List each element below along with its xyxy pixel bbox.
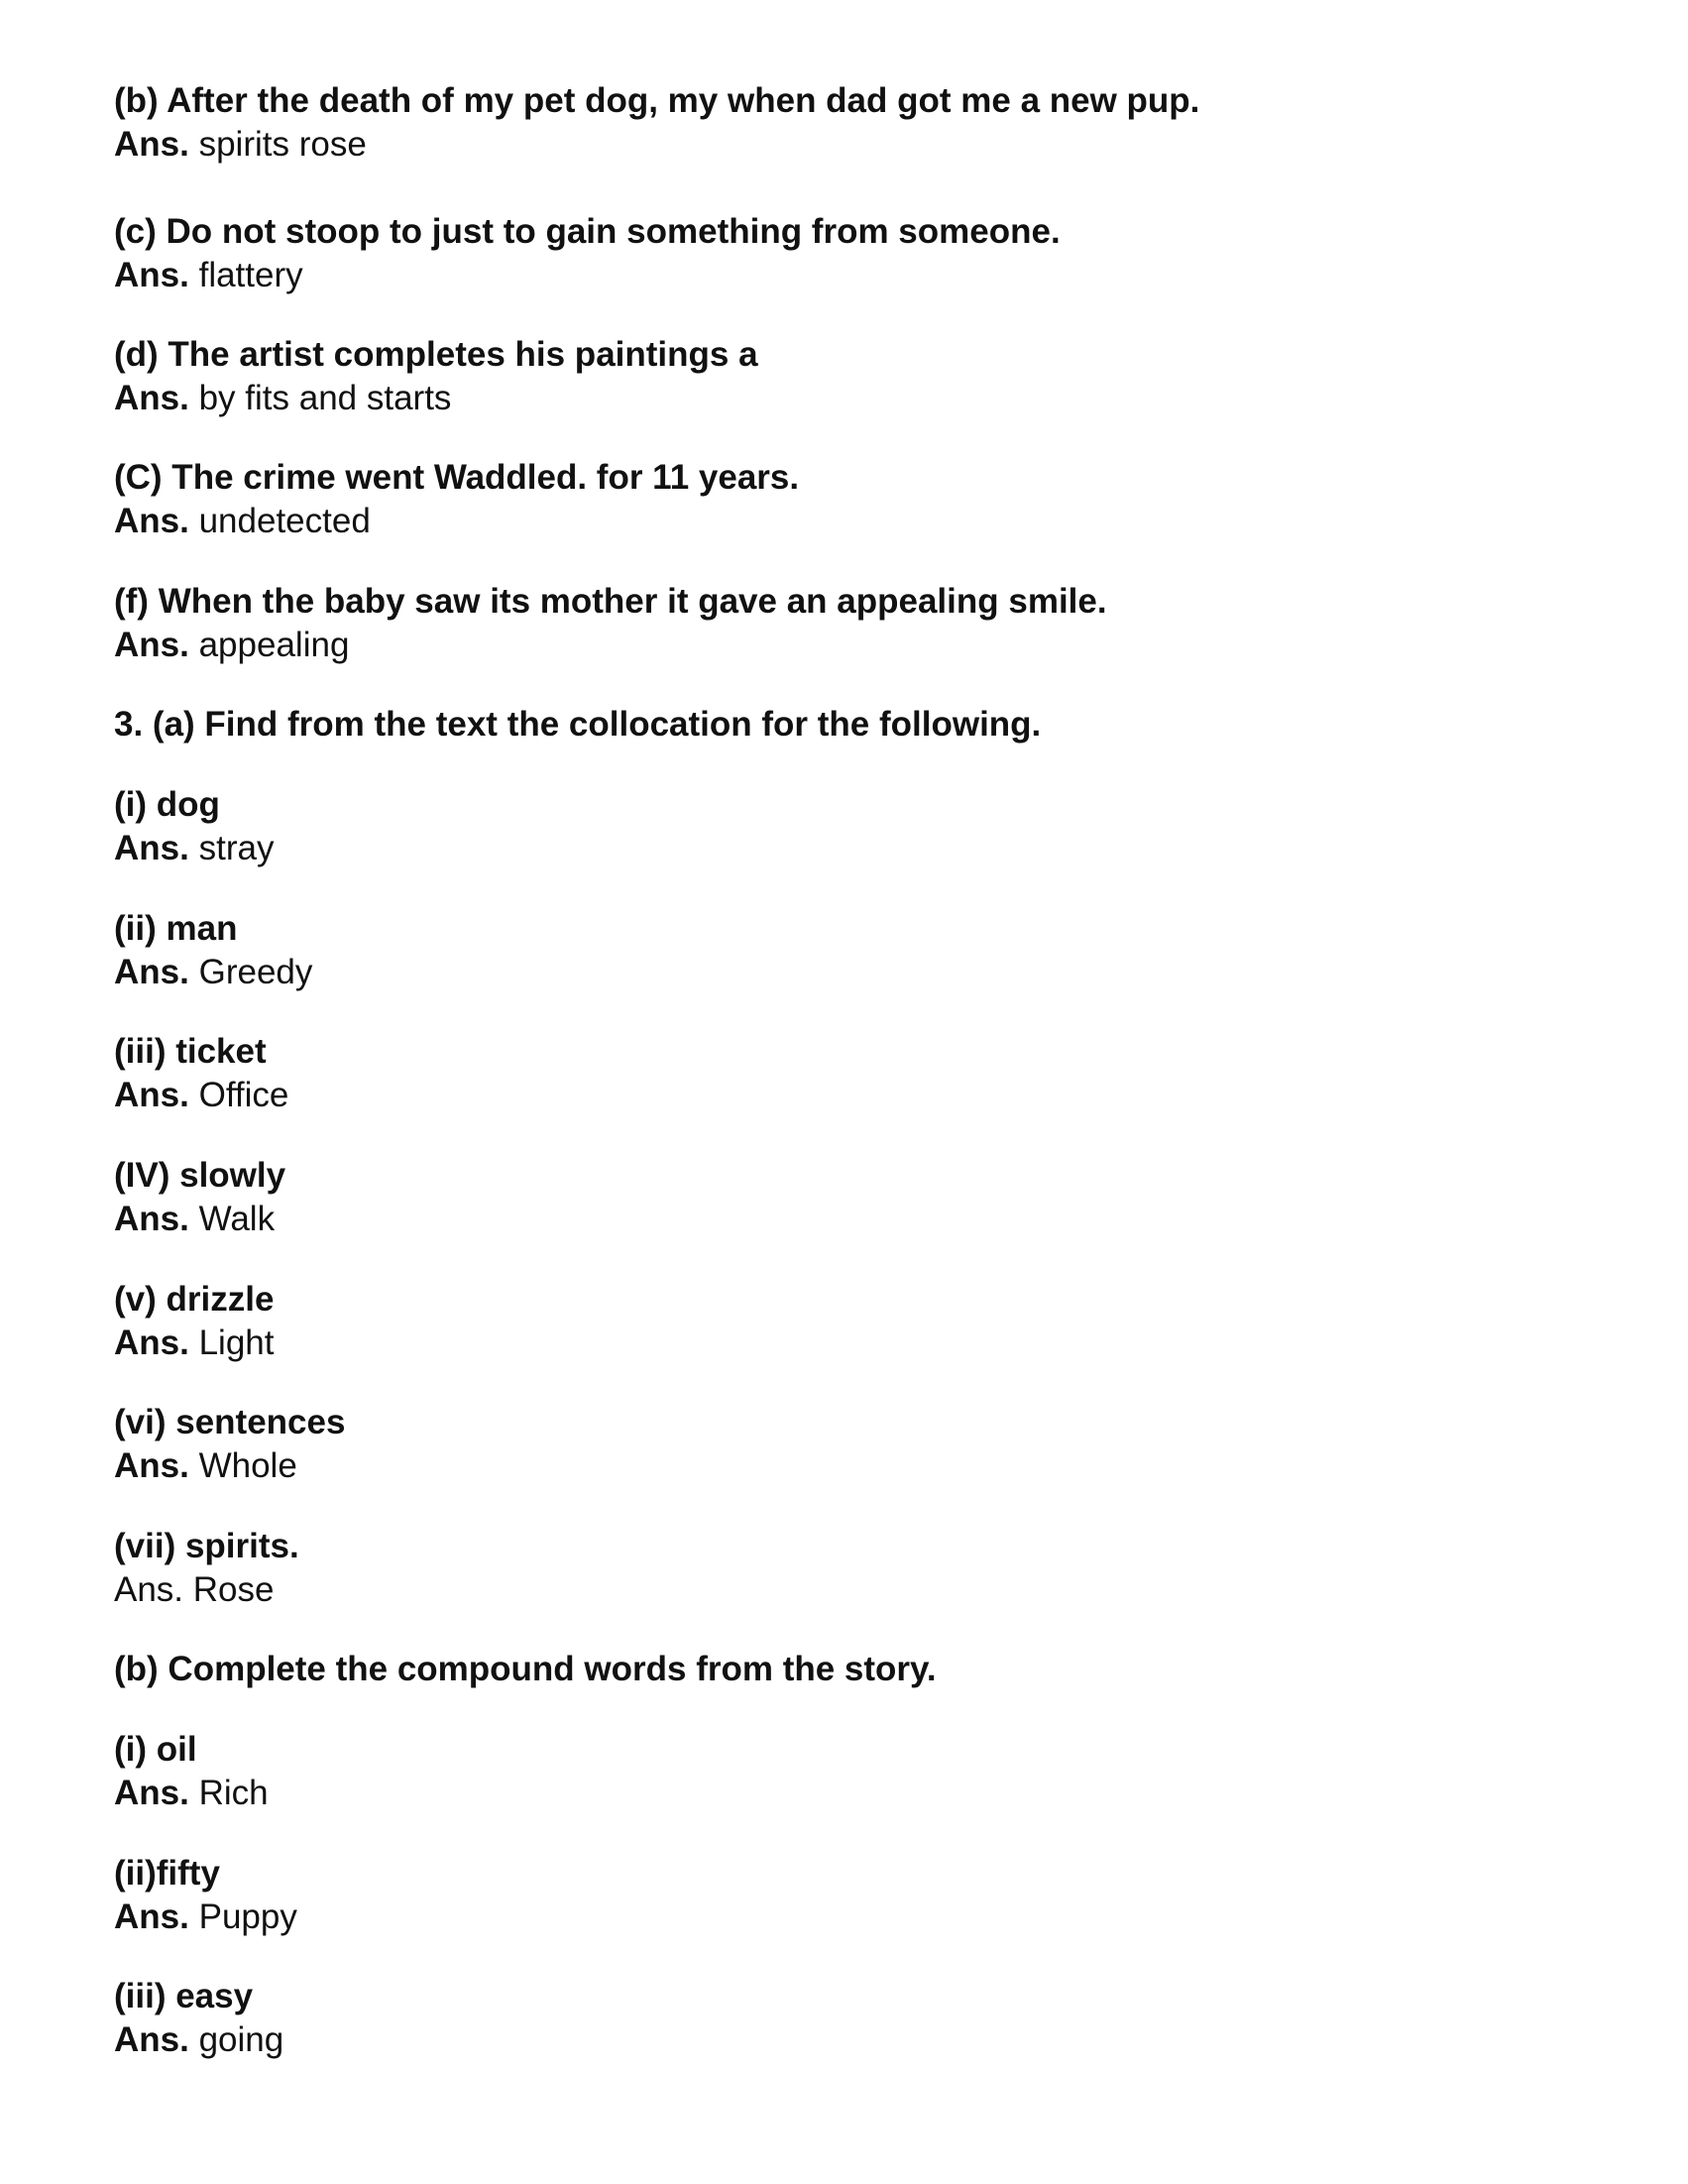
- answer-text: appealing: [198, 626, 350, 664]
- question-block: [114, 580, 1581, 667]
- section-heading-block: [114, 1648, 1581, 1691]
- question-block: [114, 1728, 1581, 1815]
- question-block: [114, 1401, 1581, 1488]
- question-text: (vii) spirits.: [114, 1527, 299, 1565]
- answer-text: Light: [198, 1323, 275, 1362]
- answer-text: Whole: [198, 1446, 297, 1485]
- answer-line: [114, 500, 1581, 543]
- question-text: (iii) easy: [114, 1977, 254, 2015]
- answer-label: Ans.: [114, 1076, 189, 1114]
- answer-label: Ans.: [114, 125, 189, 164]
- question-block: [114, 907, 1581, 994]
- answer-line: [114, 254, 1581, 297]
- answer-label: Ans.: [114, 1323, 189, 1362]
- answer-line: [114, 377, 1581, 420]
- question-text: (IV) slowly: [114, 1156, 286, 1195]
- answer-text: Rose: [192, 1570, 275, 1609]
- answer-label: Ans.: [114, 256, 189, 294]
- question-block: [114, 1278, 1581, 1365]
- question-text: (c) Do not stoop to just to gain something from someone.: [114, 212, 1061, 251]
- answer-text: Puppy: [198, 1897, 297, 1936]
- question-block: [114, 1525, 1581, 1612]
- answer-label: Ans.: [114, 1200, 189, 1238]
- answer-label: Ans.: [114, 829, 189, 867]
- answer-text: spirits rose: [198, 125, 367, 164]
- answer-label: Ans.: [114, 1897, 189, 1936]
- answer-text: Walk: [198, 1200, 276, 1238]
- answer-label: Ans.: [114, 626, 189, 664]
- question-text: (i) dog: [114, 785, 220, 824]
- question-block: [114, 1852, 1581, 1939]
- question-block: [114, 783, 1581, 870]
- question-block: [114, 79, 1581, 167]
- answer-text: going: [198, 2020, 284, 2059]
- answer-label: Ans.: [114, 502, 189, 540]
- answer-line: [114, 1322, 1581, 1365]
- answer-text: undetected: [198, 502, 371, 540]
- question-text: (ii) man: [114, 909, 238, 948]
- question-text: (f) When the baby saw its mother it gave an appealing smile.: [114, 582, 1107, 621]
- question-text: (C) The crime went Waddled. for 11 years.: [114, 458, 800, 497]
- question-block: [114, 210, 1581, 297]
- section-heading-block: [114, 703, 1581, 747]
- answer-line: [114, 951, 1581, 994]
- answer-label: Ans.: [114, 1570, 184, 1609]
- question-text: (d) The artist completes his paintings a: [114, 335, 758, 374]
- answer-line: [114, 1444, 1581, 1488]
- answer-line: [114, 1074, 1581, 1117]
- question-text: (v) drizzle: [114, 1280, 275, 1319]
- answer-line: [114, 624, 1581, 667]
- answer-line: [114, 1772, 1581, 1815]
- answer-text: stray: [198, 829, 275, 867]
- answer-line: [114, 1198, 1581, 1241]
- question-text: (b) After the death of my pet dog, my when dad got me a new pup.: [114, 81, 1200, 120]
- question-block: [114, 1030, 1581, 1117]
- answer-line: [114, 2018, 1581, 2062]
- answer-text: Greedy: [198, 953, 313, 991]
- answer-text: Rich: [198, 1774, 269, 1812]
- answer-label: Ans.: [114, 1446, 189, 1485]
- question-text: (vi) sentences: [114, 1403, 346, 1441]
- answer-label: Ans.: [114, 2020, 189, 2059]
- question-block: [114, 1975, 1581, 2062]
- question-block: [114, 1154, 1581, 1241]
- answer-label: Ans.: [114, 1774, 189, 1812]
- question-text: (ii)fifty: [114, 1854, 220, 1893]
- answer-line: [114, 123, 1581, 167]
- answer-line: [114, 1896, 1581, 1939]
- answer-label: Ans.: [114, 379, 189, 417]
- answer-label: Ans.: [114, 953, 189, 991]
- answer-text: by fits and starts: [198, 379, 452, 417]
- section-heading: (b) Complete the compound words from the story.: [114, 1650, 937, 1688]
- question-text: (i) oil: [114, 1730, 197, 1769]
- question-block: [114, 333, 1581, 420]
- answer-text: flattery: [198, 256, 303, 294]
- answer-line: [114, 827, 1581, 870]
- answer-line: [114, 1568, 1581, 1612]
- answer-text: Office: [198, 1076, 289, 1114]
- question-text: (iii) ticket: [114, 1032, 267, 1071]
- section-heading: 3. (a) Find from the text the collocation for the following.: [114, 705, 1042, 744]
- question-block: [114, 456, 1581, 543]
